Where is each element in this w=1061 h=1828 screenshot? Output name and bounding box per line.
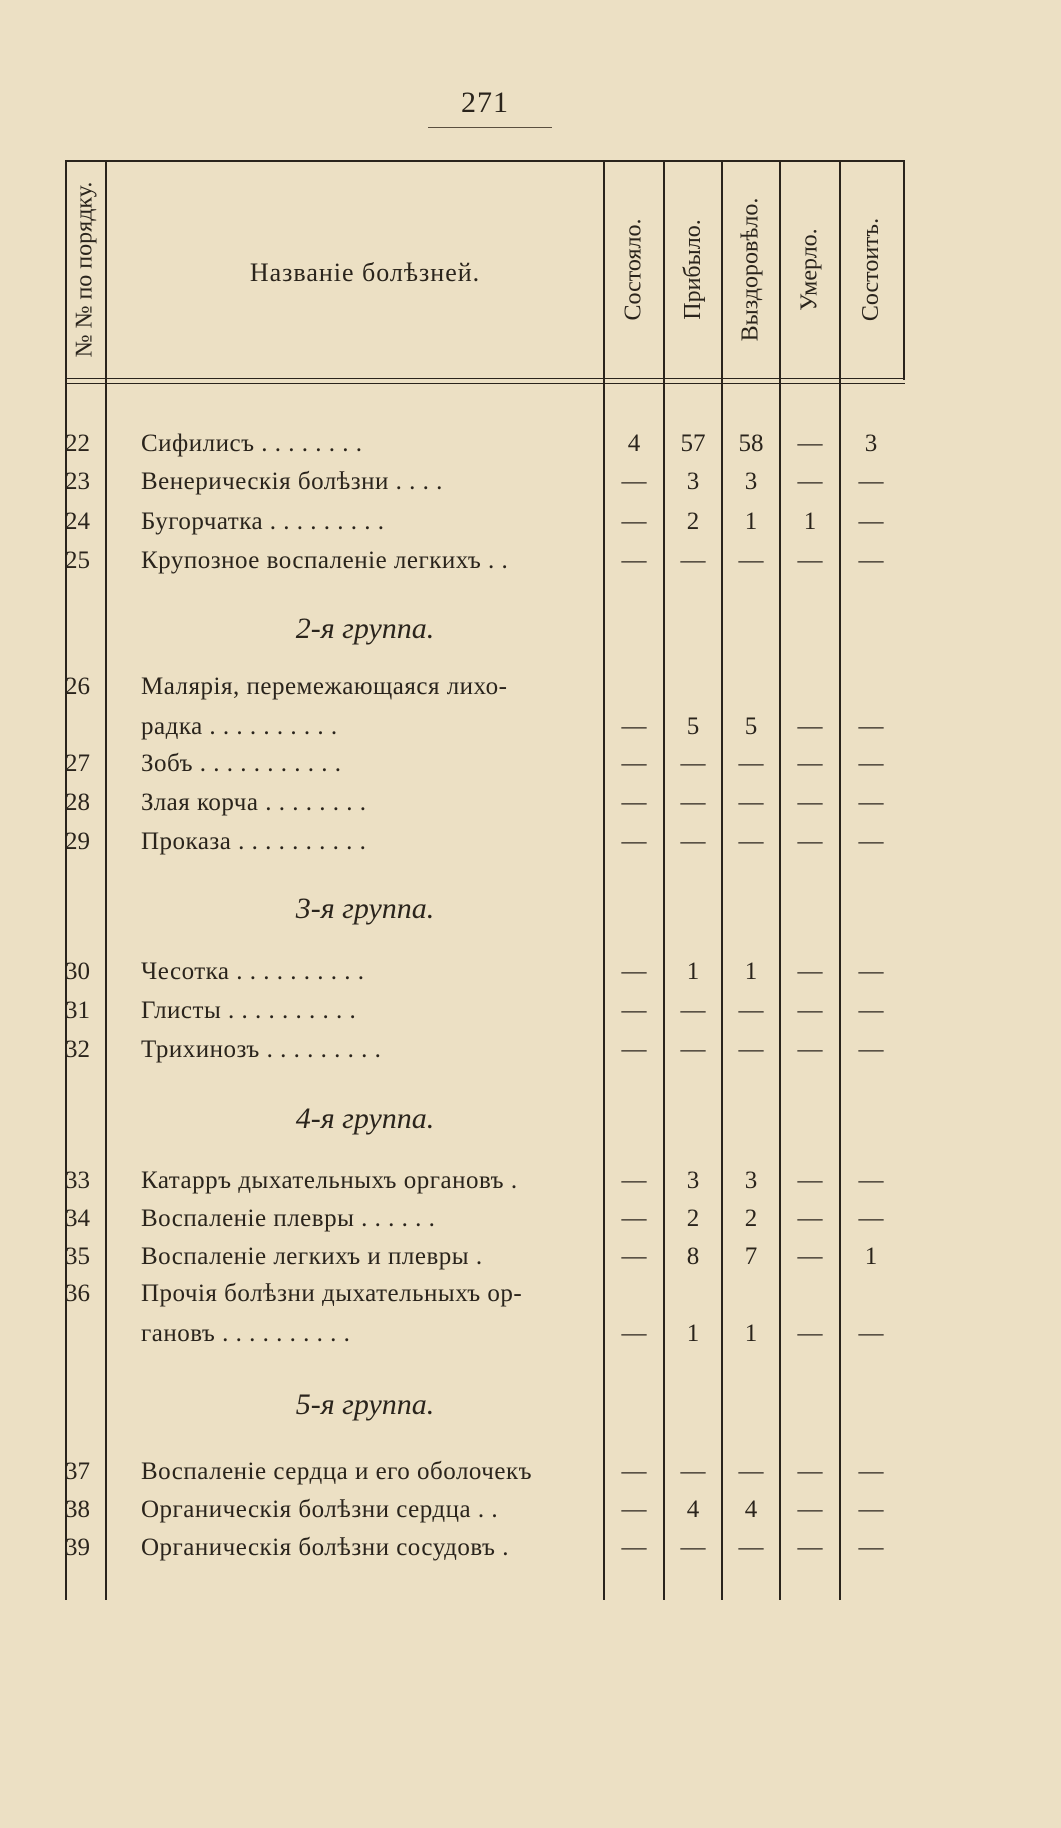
row-number: 36	[65, 1280, 90, 1307]
cell-value: —	[858, 713, 884, 740]
cell-value: —	[797, 1534, 823, 1561]
cell-value: —	[621, 1036, 647, 1063]
table-row	[65, 1280, 905, 1318]
cell-value: —	[858, 750, 884, 777]
name-column-header: Названiе болѣзней.	[249, 258, 481, 287]
disease-name: Зобъ . . . . . . . . . . .	[141, 750, 342, 777]
cell-value: —	[797, 1458, 823, 1485]
table-row	[65, 1243, 905, 1281]
table-row	[65, 997, 905, 1035]
col-header-0: Состояло.	[620, 218, 647, 320]
cell-value: 1	[744, 1320, 758, 1347]
cell-value: —	[680, 789, 706, 816]
disease-name: Чесотка . . . . . . . . . .	[141, 958, 365, 985]
row-number: 22	[65, 430, 90, 457]
row-number: 31	[65, 997, 90, 1024]
table-row	[65, 1036, 905, 1074]
cell-value: —	[858, 958, 884, 985]
cell-value: —	[858, 1036, 884, 1063]
cell-value: —	[680, 1458, 706, 1485]
col-header-4: Состоитъ.	[858, 217, 885, 321]
cell-value: 3	[686, 1167, 700, 1194]
cell-value: —	[621, 468, 647, 495]
cell-value: 3	[744, 1167, 758, 1194]
cell-value: —	[858, 468, 884, 495]
table-row	[65, 1320, 905, 1358]
table-row	[65, 789, 905, 827]
cell-value: 58	[738, 430, 764, 457]
col-header-1: Прибыло.	[679, 218, 706, 320]
cell-value: 2	[686, 1205, 700, 1232]
cell-value: 1	[744, 958, 758, 985]
cell-value: —	[680, 1534, 706, 1561]
cell-value: —	[797, 547, 823, 574]
group-title: 2-я группа.	[295, 612, 435, 645]
cell-value: —	[797, 1243, 823, 1270]
table-row	[65, 673, 905, 711]
cell-value: —	[680, 750, 706, 777]
cell-value: —	[797, 468, 823, 495]
row-number: 28	[65, 789, 90, 816]
cell-value: —	[738, 547, 764, 574]
row-number: 25	[65, 547, 90, 574]
cell-value: 4	[627, 430, 641, 457]
disease-name: Злая корча . . . . . . . .	[141, 789, 367, 816]
table-row	[65, 1167, 905, 1205]
cell-value: —	[738, 828, 764, 855]
table-row	[65, 1534, 905, 1572]
disease-name: Крупозное воспаленiе легкихъ . .	[141, 547, 509, 574]
cell-value: 1	[864, 1243, 878, 1270]
row-number: 29	[65, 828, 90, 855]
cell-value: —	[738, 750, 764, 777]
cell-value: —	[858, 1205, 884, 1232]
table-row	[65, 1496, 905, 1534]
cell-value: 3	[744, 468, 758, 495]
disease-name: гановъ . . . . . . . . . .	[141, 1320, 351, 1347]
table-row	[65, 547, 905, 585]
row-number: 23	[65, 468, 90, 495]
cell-value: —	[858, 997, 884, 1024]
cell-value: —	[621, 1458, 647, 1485]
disease-name: Прочiя болѣзни дыхательныхъ ор-	[141, 1280, 523, 1307]
cell-value: —	[738, 1458, 764, 1485]
cell-value: —	[738, 789, 764, 816]
table-row	[65, 828, 905, 866]
cell-value: 3	[864, 430, 878, 457]
cell-value: —	[621, 713, 647, 740]
cell-value: —	[797, 1167, 823, 1194]
cell-value: —	[621, 750, 647, 777]
cell-value: 1	[686, 958, 700, 985]
disease-table	[65, 160, 905, 1600]
cell-value: —	[738, 997, 764, 1024]
disease-name: Венерическiя болѣзни . . . .	[141, 468, 443, 495]
cell-value: —	[797, 1036, 823, 1063]
disease-name: радка . . . . . . . . . .	[141, 713, 338, 740]
cell-value: —	[680, 547, 706, 574]
cell-value: —	[680, 828, 706, 855]
row-number: 27	[65, 750, 90, 777]
table-row	[65, 430, 905, 468]
col-header-2: Выздоровѣло.	[737, 197, 764, 341]
cell-value: —	[797, 997, 823, 1024]
cell-value: —	[858, 547, 884, 574]
row-number: 24	[65, 508, 90, 535]
cell-value: —	[621, 1205, 647, 1232]
num-col-divider	[105, 160, 107, 1600]
cell-value: —	[858, 1458, 884, 1485]
cell-value: 7	[744, 1243, 758, 1270]
cell-value: 1	[744, 508, 758, 535]
table-row	[65, 1205, 905, 1243]
cell-value: —	[621, 547, 647, 574]
page-number: 271	[461, 86, 509, 119]
cell-value: 2	[744, 1205, 758, 1232]
cell-value: —	[797, 713, 823, 740]
cell-value: —	[621, 1167, 647, 1194]
cell-value: 4	[744, 1496, 758, 1523]
cell-value: 8	[686, 1243, 700, 1270]
disease-name: Органическiя болѣзни сердца . .	[141, 1496, 499, 1523]
disease-name: Глисты . . . . . . . . . .	[141, 997, 357, 1024]
table-row	[65, 713, 905, 751]
cell-value: —	[858, 1534, 884, 1561]
cell-value: —	[621, 789, 647, 816]
cell-value: 1	[686, 1320, 700, 1347]
cell-value: —	[858, 1167, 884, 1194]
row-number: 33	[65, 1167, 90, 1194]
cell-value: —	[621, 828, 647, 855]
cell-value: —	[680, 997, 706, 1024]
col-header-3: Умерло.	[796, 227, 823, 311]
cell-value: 5	[686, 713, 700, 740]
cell-value: —	[738, 1534, 764, 1561]
cell-value: —	[858, 789, 884, 816]
cell-value: —	[621, 508, 647, 535]
cell-value: —	[797, 1205, 823, 1232]
cell-value: 1	[803, 508, 817, 535]
cell-value: —	[858, 828, 884, 855]
cell-value: —	[858, 508, 884, 535]
disease-name: Трихинозъ . . . . . . . . .	[141, 1036, 382, 1063]
table-row	[65, 958, 905, 996]
cell-value: 2	[686, 508, 700, 535]
cell-value: 5	[744, 713, 758, 740]
row-number: 35	[65, 1243, 90, 1270]
row-number: 38	[65, 1496, 90, 1523]
table-row	[65, 750, 905, 788]
cell-value: —	[858, 1496, 884, 1523]
cell-value: —	[797, 828, 823, 855]
cell-value: —	[621, 958, 647, 985]
group-title: 4-я группа.	[295, 1102, 435, 1135]
row-number: 37	[65, 1458, 90, 1485]
row-number: 34	[65, 1205, 90, 1232]
cell-value: —	[797, 789, 823, 816]
disease-name: Бугорчатка . . . . . . . . .	[141, 508, 385, 535]
table-row	[65, 1458, 905, 1496]
table-row	[65, 468, 905, 506]
disease-name: Воспаленiе сердца и его оболочекъ	[141, 1458, 533, 1485]
row-number: 30	[65, 958, 90, 985]
cell-value: —	[621, 1243, 647, 1270]
disease-name: Катарръ дыхательныхъ органовъ .	[141, 1167, 518, 1194]
row-number: 26	[65, 673, 90, 700]
right-border	[903, 160, 905, 380]
disease-name: Воспаленiе плевры . . . . . .	[141, 1205, 436, 1232]
cell-value: —	[797, 1496, 823, 1523]
cell-value: —	[797, 1320, 823, 1347]
cell-value: —	[797, 958, 823, 985]
cell-value: —	[680, 1036, 706, 1063]
page-number-rule	[428, 127, 552, 128]
cell-value: —	[621, 1534, 647, 1561]
cell-value: —	[621, 1320, 647, 1347]
cell-value: —	[738, 1036, 764, 1063]
number-column-header: № № по порядку.	[71, 181, 98, 357]
cell-value: —	[621, 1496, 647, 1523]
disease-name: Воспаленiе легкихъ и плевры .	[141, 1243, 483, 1270]
disease-name: Малярiя, перемежающаяся лихо-	[141, 673, 508, 700]
cell-value: 57	[680, 430, 706, 457]
table-row	[65, 508, 905, 546]
cell-value: 3	[686, 468, 700, 495]
cell-value: 4	[686, 1496, 700, 1523]
cell-value: —	[858, 1320, 884, 1347]
disease-name: Органическiя болѣзни сосудовъ .	[141, 1534, 509, 1561]
row-number: 32	[65, 1036, 90, 1063]
group-title: 5-я группа.	[295, 1388, 435, 1421]
cell-value: —	[621, 997, 647, 1024]
group-title: 3-я группа.	[295, 892, 435, 925]
row-number: 39	[65, 1534, 90, 1561]
disease-name: Сифилисъ . . . . . . . .	[141, 430, 363, 457]
cell-value: —	[797, 430, 823, 457]
cell-value: —	[797, 750, 823, 777]
disease-name: Проказа . . . . . . . . . .	[141, 828, 367, 855]
